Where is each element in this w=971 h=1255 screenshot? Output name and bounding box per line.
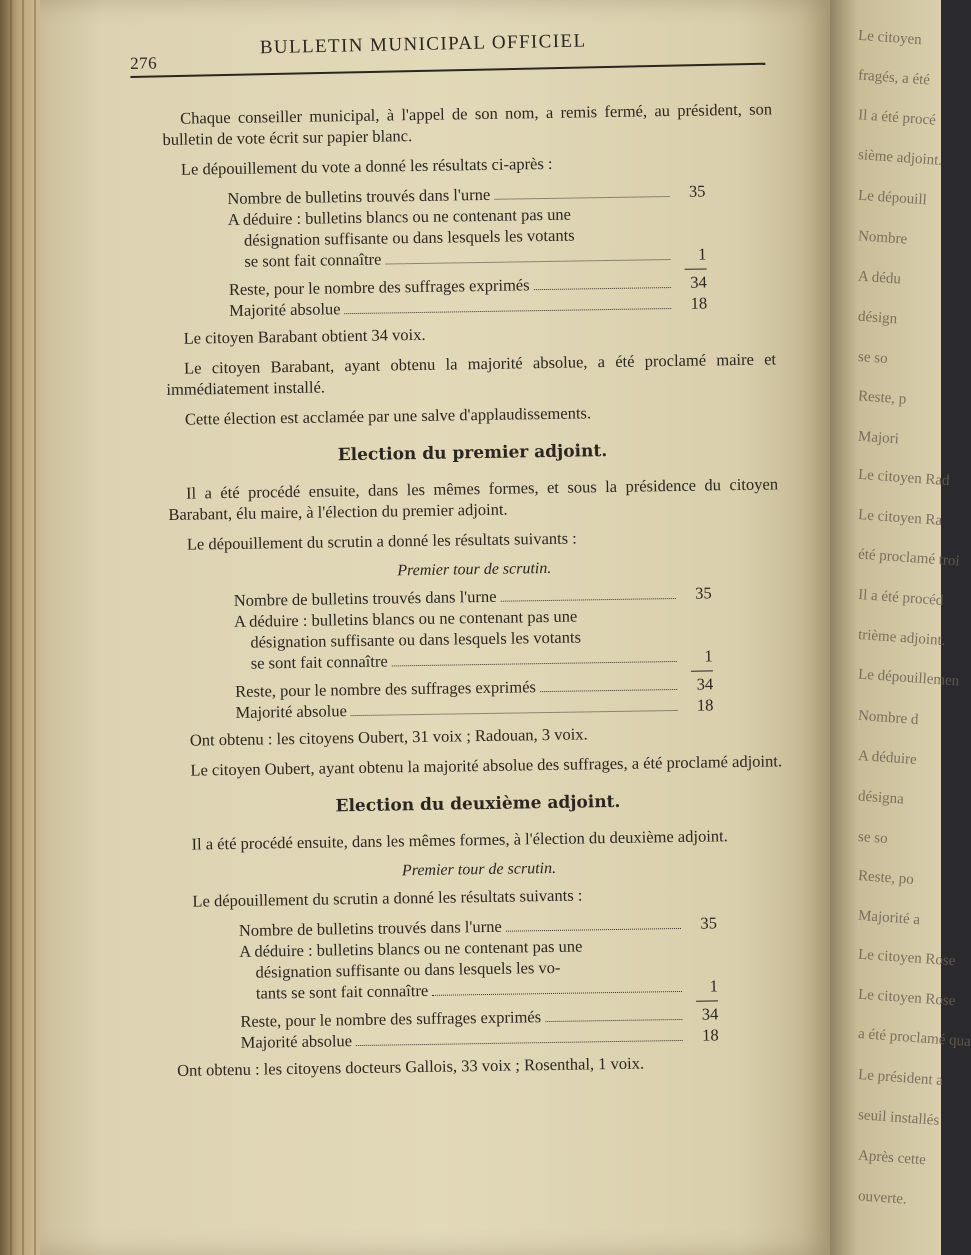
majorite-label: Majorité absolue [235,701,347,722]
deduire-line: A déduire : bulletins blancs ou ne contenant pas une [227,204,572,229]
section-title-premier-adjoint: Election du premier adjoint. [337,441,608,466]
maire-acclamee: Cette élection est acclamée par une salve d'applaudissements. [184,403,592,429]
premier-tour-label: Premier tour de scrutin. [397,559,552,580]
deduire-line: désignation suffisante ou dans lesquels les votants [250,627,582,652]
majorite-label: Majorité absolue [229,299,341,320]
bulletins-value: 35 [688,181,706,201]
sum-rule [685,268,707,269]
deduire-line: A déduire : bulletins blancs ou ne contenant pas une [239,936,583,961]
premier-results-line: Le dépouillement du scrutin a donné les résultats suivants : [186,528,577,554]
page-number: 276 [129,53,158,73]
intro-paragraph: Chaque conseiller municipal, à l'appel de son nom, a remis fermé, au président, son bulletin de vote écrit sur papier blanc. [162,99,773,149]
deuxieme-results-line: Le dépouillement du scrutin a donné les résultats suivants : [192,885,583,911]
tally-maire [227,180,707,320]
bulletins-label: Nombre de bulletins trouvés dans l'urne [233,586,497,610]
reste-label: Reste, pour le nombre des suffrages exprimés [228,275,530,299]
facing-page-line: Il a été procé [857,107,937,129]
reste-value: 34 [690,272,707,292]
facing-page-line: Le citoyen Rose [857,986,956,1010]
bulletins-label: Nombre de bulletins trouvés dans l'urne [238,916,502,940]
facing-page-line: se so [857,828,889,848]
majorite-value: 18 [701,1025,719,1045]
facing-page-line: sième adjoint. [857,147,943,169]
facing-page-line: trième adjoint. [857,626,946,650]
sum-rule [696,1000,718,1001]
facing-page-line: Majori [857,428,900,448]
running-title: BULLETIN MUNICIPAL OFFICIEL [259,30,587,59]
facing-page-line: A dédu [857,268,902,288]
premier-intro: Il a été procédé ensuite, dans les mêmes formes, et sous la présidence du citoyen Barabant, élu maire, à l'élection du premier adjoint. [168,474,779,524]
facing-page-line: Majorité a [857,907,921,929]
facing-page-line: seuil installés [857,1107,940,1129]
facing-page-line: Le dépouill [857,187,928,209]
section-title-deuxieme-adjoint: Election du deuxième adjoint. [335,791,621,817]
facing-page-line: Reste, po [857,868,915,888]
majorite-value: 18 [690,293,708,313]
bulletins-value: 35 [700,913,718,933]
facing-page-line: a été proclamé qua [857,1026,971,1050]
facing-page-line: Le président a [857,1067,944,1089]
facing-page-line: Le dépouillemen [857,666,960,690]
facing-page-line: Il a été procéd [857,587,944,609]
premier-obtenu: Ont obtenu : les citoyens Oubert, 31 voix ; Radouan, 3 voix. [189,724,588,750]
facing-page-line: Reste, p [857,388,907,408]
tally-premier-adjoint [234,582,714,722]
reste-value: 34 [701,1004,719,1024]
deduire-line: se sont fait connaître [250,651,388,673]
facing-page-line: Le citoyen [857,27,923,49]
facing-page-line: désigna [857,788,905,808]
facing-page-line: Nombre [857,228,908,248]
tally-deuxieme-adjoint [239,912,719,1052]
facing-page-line: A déduire [857,747,918,769]
facing-page-line: se so [857,348,889,368]
deduire-line: désignation suffisante ou dans lesquels les votants [243,225,575,250]
majorite-label: Majorité absolue [240,1031,353,1052]
reste-label: Reste, pour le nombre des suffrages exprimés [235,677,537,701]
bulletins-label: Nombre de bulletins trouvés dans l'urne [227,184,491,208]
deuxieme-intro: Il a été procédé ensuite, dans les mêmes formes, à l'élection du deuxième adjoint. [191,826,728,854]
facing-page-line: désign [857,308,898,328]
maire-proclame: Le citoyen Barabant, ayant obtenu la majorité absolue, a été proclamé maire et immédiatement installé. [166,349,777,399]
deuxieme-tour-label: Premier tour de scrutin. [401,859,557,880]
facing-page-line: Le citoyen Rad [857,466,951,490]
facing-page-line: fragés, a été [857,67,931,89]
facing-page-line: Le citoyen Ra [857,507,943,529]
deduire-value: 1 [697,244,707,264]
sum-rule [691,670,713,671]
page-body [162,98,787,1089]
facing-page-line: Le citoyen Rose [857,946,956,970]
facing-page-line: Après cette [857,1147,927,1169]
deduire-line: se sont fait connaître [244,249,382,271]
intro-results-line: Le dépouillement du vote a donné les résultats ci-après : [180,153,553,179]
deduire-line: tants se sont fait connaître [255,980,429,1003]
deduire-value: 1 [709,976,719,996]
facing-page-line: été proclamé troi [857,546,961,570]
premier-proclame: Le citoyen Oubert, ayant obtenu la majorité absolue des suffrages, a été proclamé adjoint. [190,751,783,780]
facing-page-edge [830,0,971,1255]
maire-obtient: Le citoyen Barabant obtient 34 voix. [183,324,426,348]
reste-value: 34 [696,674,714,694]
bulletins-value: 35 [695,583,712,603]
facing-page-line: Nombre d [857,707,919,729]
reste-label: Reste, pour le nombre des suffrages exprimés [240,1007,542,1031]
deduire-line: A déduire : bulletins blancs ou ne contenant pas une [233,606,578,631]
deduire-line: désignation suffisante ou dans lesquels les vo- [255,957,561,982]
deuxieme-obtenu: Ont obtenu : les citoyens docteurs Gallois, 33 voix ; Rosenthal, 1 voix. [176,1053,645,1080]
facing-page-line: ouverte. [857,1188,908,1208]
deduire-value: 1 [704,646,713,666]
majorite-value: 18 [696,695,714,715]
